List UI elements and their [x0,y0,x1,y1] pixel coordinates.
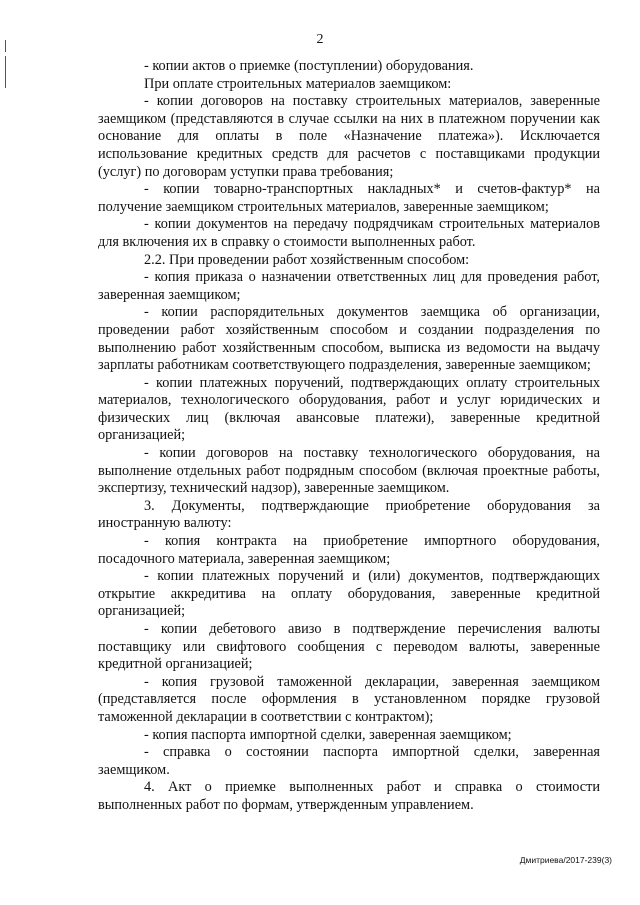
paragraph: - копии договоров на поставку строительных материалов, заверенные заемщиком (представляются в случае ссылки на них в платежном поручении как основание для оплаты в поле «Назначение платежа»). Исключается использование кредитных средств для расчетов с поставщиками продукции (услуг) по договорам уступки права требования; [98,93,600,180]
paragraph: - копия контракта на приобретение импортного оборудования, посадочного материала, заверенная заемщиком; [98,533,600,567]
paragraph: При оплате строительных материалов заемщиком: [144,75,452,92]
paragraph: - копии актов о приемке (поступлении) оборудования. [144,58,474,74]
paragraph: - копии дебетового авизо в подтверждение перечисления валюты поставщику или свифтового сообщения с переводом валюты, заверенные кредитной организацией; [98,621,600,673]
section-heading: 2.2. При проведении работ хозяйственным способом: [144,251,470,268]
section-heading: 4. Акт о приемке выполненных работ и справка о стоимости выполненных работ по формам, утвержденным управлением. [98,779,600,813]
paragraph: - копия паспорта импортной сделки, заверенная заемщиком; [144,726,512,743]
paragraph: - копии товарно-транспортных накладных* и счетов-фактур* на получение заемщиком строительных материалов, заверенные заемщиком; [98,181,600,215]
section-heading: 3. Документы, подтверждающие приобретение оборудования за иностранную валюту: [98,497,600,532]
page-number: 2 [316,32,324,47]
paragraph: - копии договоров на поставку технологического оборудования, на выполнение отдельных работ подрядным способом (включая проектные работы, экспертизу, технический надзор), заверенные заемщиком. [98,445,600,497]
paragraph: - копии платежных поручений, подтверждающих оплату строительных материалов, технологического оборудования, работ и услуг юридических и физических лиц (включая авансовые платежи), заверенные кредитной организацией; [98,374,600,444]
paragraph: - копия грузовой таможенной декларации, заверенная заемщиком (представляется после оформления в установленном порядке грузовой таможенной декларации в соответствии с контрактом); [98,673,600,725]
paragraph: - копии распорядительных документов заемщика об организации, проведении работ хозяйственным способом и создании подразделения по выполнению работ хозяйственным способом, выписка из ведомости на выдачу зарплаты работникам соответствующего подразделения, заверенные заемщиком; [98,304,600,374]
paragraph: - копии платежных поручений и (или) документов, подтверждающих открытие аккредитива на оплату оборудования, заверенные кредитной организацией; [98,568,600,620]
paragraph: - копии документов на передачу подрядчикам строительных материалов для включения их в справку о стоимости выполненных работ. [98,216,600,250]
binder-mark-bottom [5,56,6,88]
footer-reference: Дмитриева/2017-239(3) [519,855,612,865]
paragraph: - копия приказа о назначении ответственных лиц для проведения работ, заверенная заемщиком; [98,269,600,303]
paragraph: - справка о состоянии паспорта импортной сделки, заверенная заемщиком. [98,744,600,778]
document-body [98,58,600,815]
